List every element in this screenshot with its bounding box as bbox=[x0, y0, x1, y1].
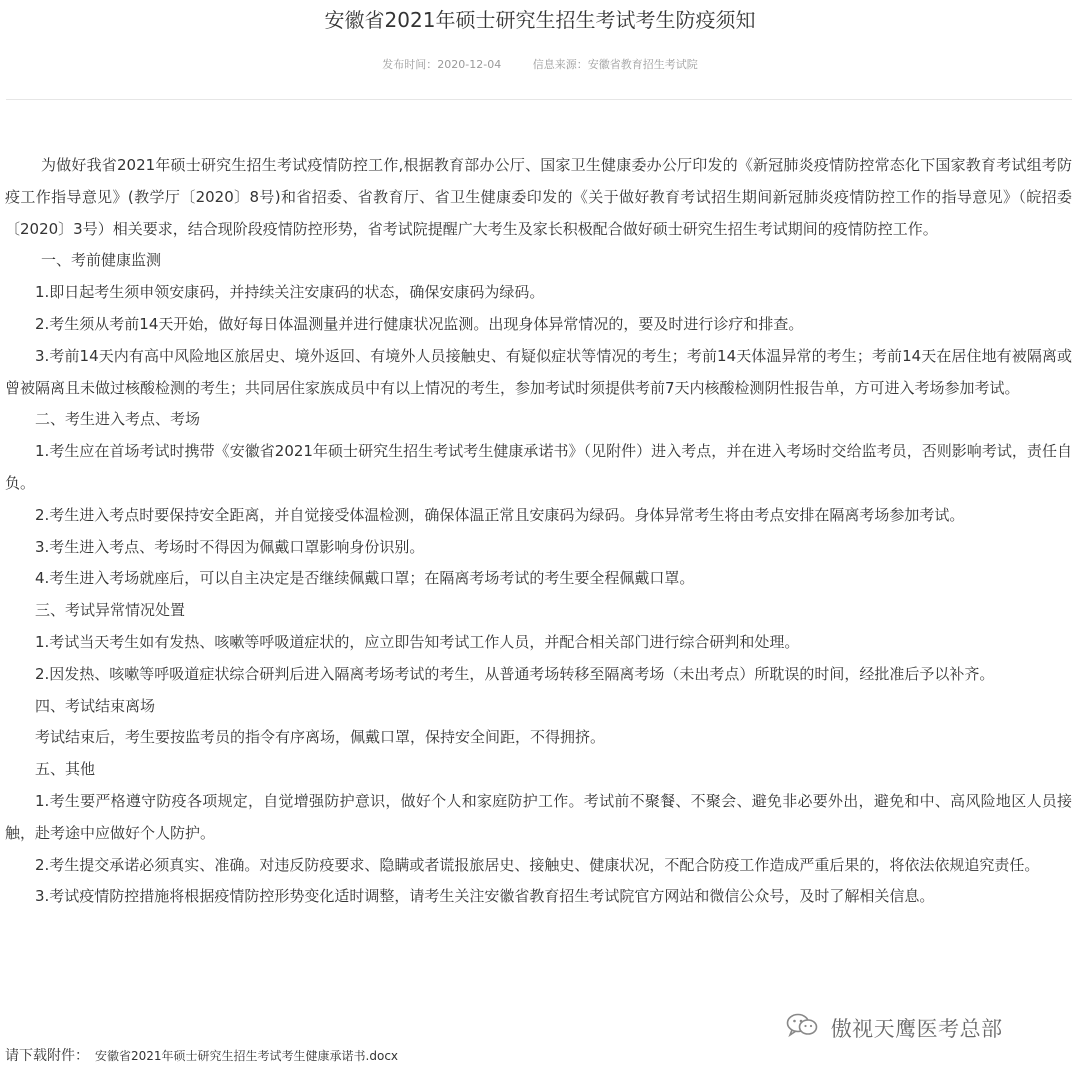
info-source: 信息来源：安徽省教育招生考试院 bbox=[532, 58, 698, 71]
paragraph: 2.考生提交承诺必须真实、准确。对违反防疫要求、隐瞒或者谎报旅居史、接触史、健康状况，不配合防疫工作造成严重后果的，将依法依规追究责任。 bbox=[35, 855, 1040, 874]
paragraph: 考试结束后，考生要按监考员的指令有序离场，佩戴口罩，保持安全间距，不得拥挤。 bbox=[35, 728, 606, 747]
attachment-link[interactable]: 安徽省2021年硕士研究生招生考试考生健康承诺书.docx bbox=[95, 1049, 399, 1063]
paragraph: 3.考生进入考点、考场时不得因为佩戴口罩影响身份识别。 bbox=[35, 537, 425, 556]
section-heading: 二、考生进入考点、考场 bbox=[35, 410, 201, 429]
wechat-icon bbox=[786, 1012, 818, 1046]
section-heading: 一、考前健康监测 bbox=[41, 251, 162, 270]
attachment-row bbox=[5, 1046, 605, 1066]
paragraph: 1.考试当天考生如有发热、咳嗽等呼吸道症状的，应立即告知考试工作人员，并配合相关部门进行综合研判和处理。 bbox=[35, 632, 800, 651]
paragraph: 为做好我省2021年硕士研究生招生考试疫情防控工作,根据教育部办公厅、国家卫生健康委办公厅印发的《新冠肺炎疫情防控常态化下国家教育考试组考防疫工作指导意见》(教学厅〔2020〕8号)和省招委、省教育厅、省卫生健康委印发的《关于做好教育考试招生期间新冠肺炎疫情防控工作的指导意见》（皖招委〔2020〕3号）相关要求，结合现阶段疫情防控形势，省考试院提醒广大考生及家长积极配合做好硕士研究生招生考试期间的疫情防控工作。 bbox=[5, 156, 1072, 238]
section-heading: 四、考试结束离场 bbox=[35, 696, 156, 715]
paragraph: 2.考生进入考点时要保持安全距离，并自觉接受体温检测，确保体温正常且安康码为绿码。身体异常考生将由考点安排在隔离考场参加考试。 bbox=[35, 505, 965, 524]
title-divider bbox=[6, 99, 1072, 100]
paragraph: 2.考生须从考前14天开始，做好每日体温测量并进行健康状况监测。出现身体异常情况的，要及时进行诊疗和排查。 bbox=[35, 314, 804, 333]
watermark bbox=[786, 1012, 1003, 1042]
article-body bbox=[0, 150, 1080, 913]
section-heading: 三、考试异常情况处置 bbox=[35, 601, 186, 620]
paragraph: 2.因发热、咳嗽等呼吸道症状综合研判后进入隔离考场考试的考生，从普通考场转移至隔离考场（未出考点）所耽误的时间，经批准后予以补齐。 bbox=[35, 664, 995, 683]
watermark-text: 傲视天鹰医考总部 bbox=[830, 1017, 1003, 1041]
paragraph: 3.考试疫情防控措施将根据疫情防控形势变化适时调整，请考生关注安徽省教育招生考试院官方网站和微信公众号，及时了解相关信息。 bbox=[35, 887, 935, 906]
article-title: 安徽省2021年硕士研究生招生考试考生防疫须知 bbox=[324, 8, 756, 32]
section-heading: 五、其他 bbox=[35, 760, 96, 779]
publish-date: 发布时间：2020-12-04 bbox=[382, 58, 502, 71]
paragraph: 3.考前14天内有高中风险地区旅居史、境外返回、有境外人员接触史、有疑似症状等情况的考生；考前14天体温异常的考生；考前14天在居住地有被隔离或曾被隔离且未做过核酸检测的考生；共同居住家族成员中有以上情况的考生，参加考试时须提供考前7天内核酸检测阴性报告单，方可进入考场参加考试。 bbox=[5, 346, 1072, 397]
article-meta bbox=[0, 57, 1080, 73]
paragraph: 4.考生进入考场就座后，可以自主决定是否继续佩戴口罩；在隔离考场考试的考生要全程佩戴口罩。 bbox=[35, 569, 695, 588]
paragraph: 1.考生应在首场考试时携带《安徽省2021年硕士研究生招生考试考生健康承诺书》（见附件）进入考点，并在进入考场时交给监考员，否则影响考试，责任自负。 bbox=[5, 442, 1072, 492]
paragraph: 1.即日起考生须申领安康码，并持续关注安康码的状态，确保安康码为绿码。 bbox=[35, 283, 545, 302]
paragraph: 1.考生要严格遵守防疫各项规定，自觉增强防护意识，做好个人和家庭防护工作。考试前不聚餐、不聚会、避免非必要外出，避免和中、高风险地区人员接触，赴考途中应做好个人防护。 bbox=[5, 791, 1072, 842]
attachment-label: 请下载附件： bbox=[5, 1048, 89, 1064]
